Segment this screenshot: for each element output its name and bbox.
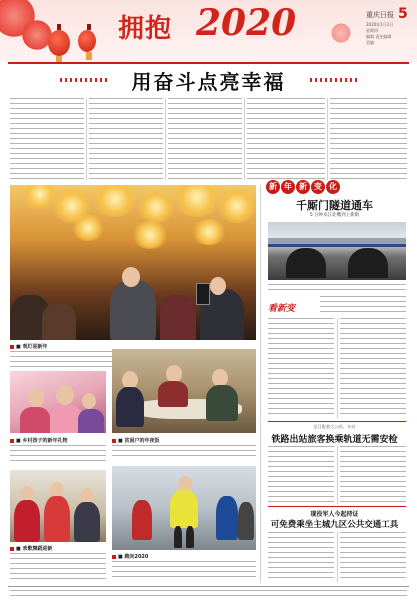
header-meta: 星期四 — [366, 28, 378, 33]
tag-char: 新 — [266, 180, 280, 194]
article-text-block — [247, 98, 325, 180]
photo-caption — [10, 437, 67, 444]
page-footer — [10, 590, 407, 596]
tag-char: 化 — [326, 180, 340, 194]
header-rule — [8, 62, 409, 64]
main-headline: 用奋斗点亮幸福 — [131, 70, 286, 94]
paper-name: 重庆日报 — [366, 11, 394, 19]
header-meta: 美编 — [366, 40, 374, 45]
header-meta: 编辑 责任编辑 — [366, 34, 392, 39]
header-meta: 2020年1月2日 — [366, 22, 394, 27]
photo-caption — [10, 343, 47, 350]
tag-char: 年 — [281, 180, 295, 194]
article-text-block — [10, 98, 84, 180]
article-subtitle: 5 分钟从江北嘴到上新街 — [309, 213, 360, 218]
page-title: 拥抱 — [118, 14, 173, 44]
article-text-block — [340, 446, 406, 504]
marathon-photo — [112, 466, 256, 550]
headline-dots-right — [310, 78, 358, 82]
article-text-block — [330, 98, 407, 180]
column-divider — [337, 446, 338, 504]
photo-caption — [112, 437, 159, 444]
caption-body — [10, 553, 106, 581]
section-rule — [268, 421, 406, 422]
caption-body — [10, 445, 106, 465]
caption-text: ■ 贫困户的年夜饭 — [118, 438, 160, 444]
section-label — [268, 296, 318, 314]
page-header — [0, 0, 417, 62]
article-text-block — [89, 98, 163, 180]
caption-text: ■ 观灯迎新年 — [16, 344, 48, 350]
article-text-block — [168, 98, 242, 180]
footer-rule — [8, 586, 409, 587]
phone-in-hand — [196, 283, 210, 305]
article-title: 铁路出站旅客换乘轨道无需安检 — [271, 435, 398, 445]
tag-char: 变 — [311, 180, 325, 194]
flower-decoration — [330, 22, 352, 44]
lantern-icon — [48, 30, 70, 56]
column-divider — [260, 185, 261, 583]
page-number: 5 — [398, 6, 408, 22]
caption-body — [112, 445, 256, 459]
article-title: 千厮门隧道通车 — [296, 199, 373, 212]
caption-body — [268, 284, 406, 292]
tag-char: 新 — [296, 180, 310, 194]
article-text-block — [268, 318, 334, 418]
article-text-block — [268, 532, 334, 582]
section-tag — [266, 180, 346, 196]
family-dinner-photo — [112, 349, 256, 433]
column-divider — [86, 98, 87, 180]
column-divider — [327, 98, 328, 180]
article-title: 可免费乘坐主城九区公共交通工具 — [270, 520, 399, 530]
column-divider — [337, 318, 338, 418]
caption-text: ■ 欢歌舞蹈迎新 — [16, 546, 53, 552]
article-text-block — [268, 446, 334, 504]
column-divider — [165, 98, 166, 180]
section-rule — [268, 506, 406, 507]
article-text-block — [320, 296, 406, 316]
tunnel-photo — [268, 222, 406, 280]
photo-caption — [10, 545, 52, 552]
kids-gift-photo — [10, 371, 106, 433]
caption-body — [112, 561, 256, 581]
section-label-text: 看新变 — [268, 304, 296, 314]
column-divider — [244, 98, 245, 180]
photo-caption — [112, 553, 148, 560]
article-text-block — [340, 318, 406, 418]
article-text-block — [340, 532, 406, 582]
lantern-festival-photo — [10, 185, 256, 340]
dance-photo — [10, 470, 106, 542]
article-kicker: 沿江配套大公站、车站 — [313, 424, 356, 429]
caption-text: ■ 跑向2020 — [118, 554, 149, 560]
lantern-icon — [78, 30, 96, 52]
article-kicker: 现役军人今起持证 — [310, 511, 359, 518]
caption-text: ■ 乡村孩子的新年礼物 — [16, 438, 68, 444]
page-title-year: 2020 — [196, 2, 297, 44]
column-divider — [337, 532, 338, 582]
